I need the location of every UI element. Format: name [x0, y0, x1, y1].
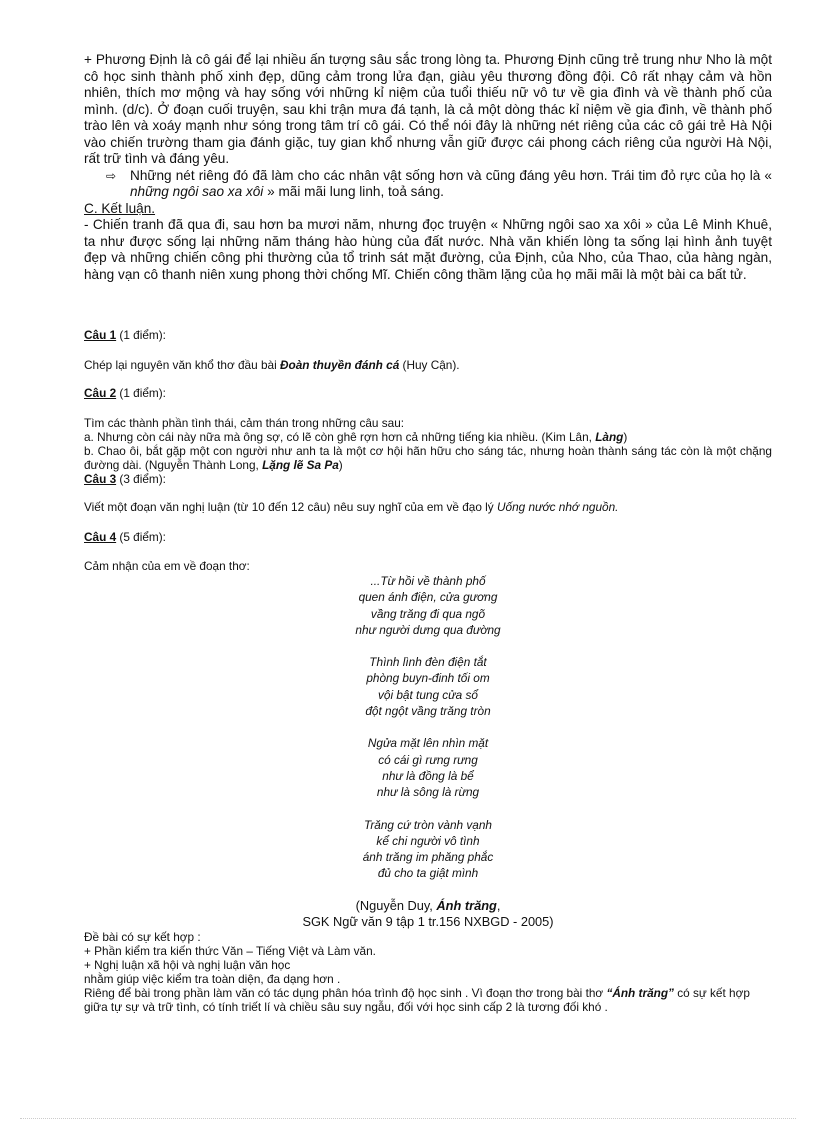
poem-stanza: ...Từ hồi về thành phố quen ánh điện, cửa gương vầng trăng đi qua ngõ như người dưng qua đường [355, 574, 501, 637]
question-2-intro: Tìm các thành phần tình thái, cảm thán trong những câu sau: [84, 416, 405, 430]
question-2-b: b. Chao ôi, bắt gặp một con người như anh ta là một cơ hội hãn hữu cho sáng tác, nhưng hoàn thành sáng tác còn là một chặng đường dài. (Nguyễn Thành Long, Lặng lẽ Sa Pa) [84, 444, 772, 472]
question-2-a: a. Nhưng còn cái này nữa mà ông sợ, có lẽ còn ghê rợn hơn cả những tiếng kia nhiều. (Kim Lân, Làng) [84, 430, 628, 444]
notes-line: + Phần kiểm tra kiến thức Văn – Tiếng Việt và Làm văn. [84, 943, 376, 958]
conclusion-paragraph: - Chiến tranh đã qua đi, sau hơn ba mươi năm, nhưng đọc truyện « Những ngôi sao xa xôi » của Lê Minh Khuê, ta như được sống lại những năm tháng hào hùng của đất nước. Nhà văn khiến lòng ta sống lại hình ảnh tuyệt đẹp và những chiến công phi thường của tổ trinh sát mặt đường, của Định, của Nho, của Thao, của hàng ngàn, hàng vạn cô thanh niên xung phong thời chống Mĩ. Chiến công thầm lặng của họ mãi mãi là một bài ca bất tử. [84, 217, 772, 282]
poem-source: (Nguyễn Duy, Ánh trăng, SGK Ngữ văn 9 tập 1 tr.156 NXBGD - 2005) [302, 897, 554, 929]
question-4-title: Câu 4 (5 điểm): [84, 530, 166, 544]
conclusion-heading: C. Kết luận. [84, 200, 156, 216]
question-4-intro: Cảm nhận của em về đoạn thơ: [84, 559, 250, 573]
story-title: những ngôi sao xa xôi [130, 184, 264, 199]
question-1-title: Câu 1 (1 điểm): [84, 328, 166, 342]
notes-line: Đề bài có sự kết hợp : [84, 929, 201, 944]
question-3-title: Câu 3 (3 điểm): [84, 472, 166, 486]
arrow-paragraph: ⇨ Những nét riêng đó đã làm cho các nhân vật sống hơn và cũng đáng yêu hơn. Trái tim đỏ rực của họ là « những ngôi sao xa xôi » mãi mãi lung linh, toả sáng. [106, 167, 772, 199]
document-page [84, 52, 772, 1014]
page-bottom-rule [20, 1118, 796, 1119]
poem-stanza: Ngửa mặt lên nhìn mặt có cái gì rưng rưng như là đồng là bể như là sông là rừng [367, 736, 489, 800]
intro-paragraph: + Phương Định là cô gái để lại nhiều ấn tượng sâu sắc trong lòng ta. Phương Định cũng trẻ trung như Nho là một cô học sinh thành phố xinh đẹp, dũng cảm trong lửa đạn, giàu yêu thương đồng đội. Cô rất nhạy cảm và hồn nhiên, thích mơ mộng và hay sống với những kỉ niệm của tuổi thiếu nữ vô tư về gia đình và về thành phố của mình. (d/c). Ở đoạn cuối truyện, sau khi trận mưa đá tạnh, là cả một dòng thác kỉ niệm về gia đình, về thành phố trào lên và xoáy mạnh như sóng trong tâm trí cô gái. Có thể nói đây là những nét riêng của các cô gái trẻ Hà Nội vào chiến trường tham gia đánh giặc, tuy gian khổ nhưng vẫn giữ được cái phong cách riêng của người Hà Nội, rất trữ tình và đáng yêu. [84, 52, 772, 166]
notes-line: + Nghị luận xã hội và nghị luận văn học [84, 957, 291, 972]
notes-line: nhằm giúp việc kiểm tra toàn diện, đa dạng hơn . [84, 971, 341, 986]
poem [84, 573, 772, 882]
notes-line: Riêng để bài trong phần làm văn có tác dụng phân hóa trình độ học sinh . Vì đoạn thơ trong bài thơ “Ánh trăng” có sự kết hợp giữa tự sự và trữ tình, có tính triết lí và chiều sâu suy ngẫu, đối với học sinh cấp 2 là tương đối khó . [84, 985, 750, 1014]
question-1-text: Chép lại nguyên văn khổ thơ đầu bài Đoàn thuyền đánh cá (Huy Cận). [84, 358, 460, 372]
question-2-title: Câu 2 (1 điểm): [84, 386, 166, 400]
question-3-text: Viết một đoạn văn nghị luận (từ 10 đến 12 câu) nêu suy nghĩ của em về đạo lý Uống nước nhớ nguồn. [84, 500, 619, 514]
right-arrow-icon: ⇨ [106, 168, 117, 183]
poem-stanza: Thình lình đèn điện tắt phòng buyn-đinh tối om vội bật tung cửa sổ đột ngột vầng trăng tròn [365, 655, 491, 719]
poem-stanza: Trăng cứ tròn vành vạnh kể chi người vô tình ánh trăng im phăng phắc đủ cho ta giật mình [362, 817, 494, 881]
